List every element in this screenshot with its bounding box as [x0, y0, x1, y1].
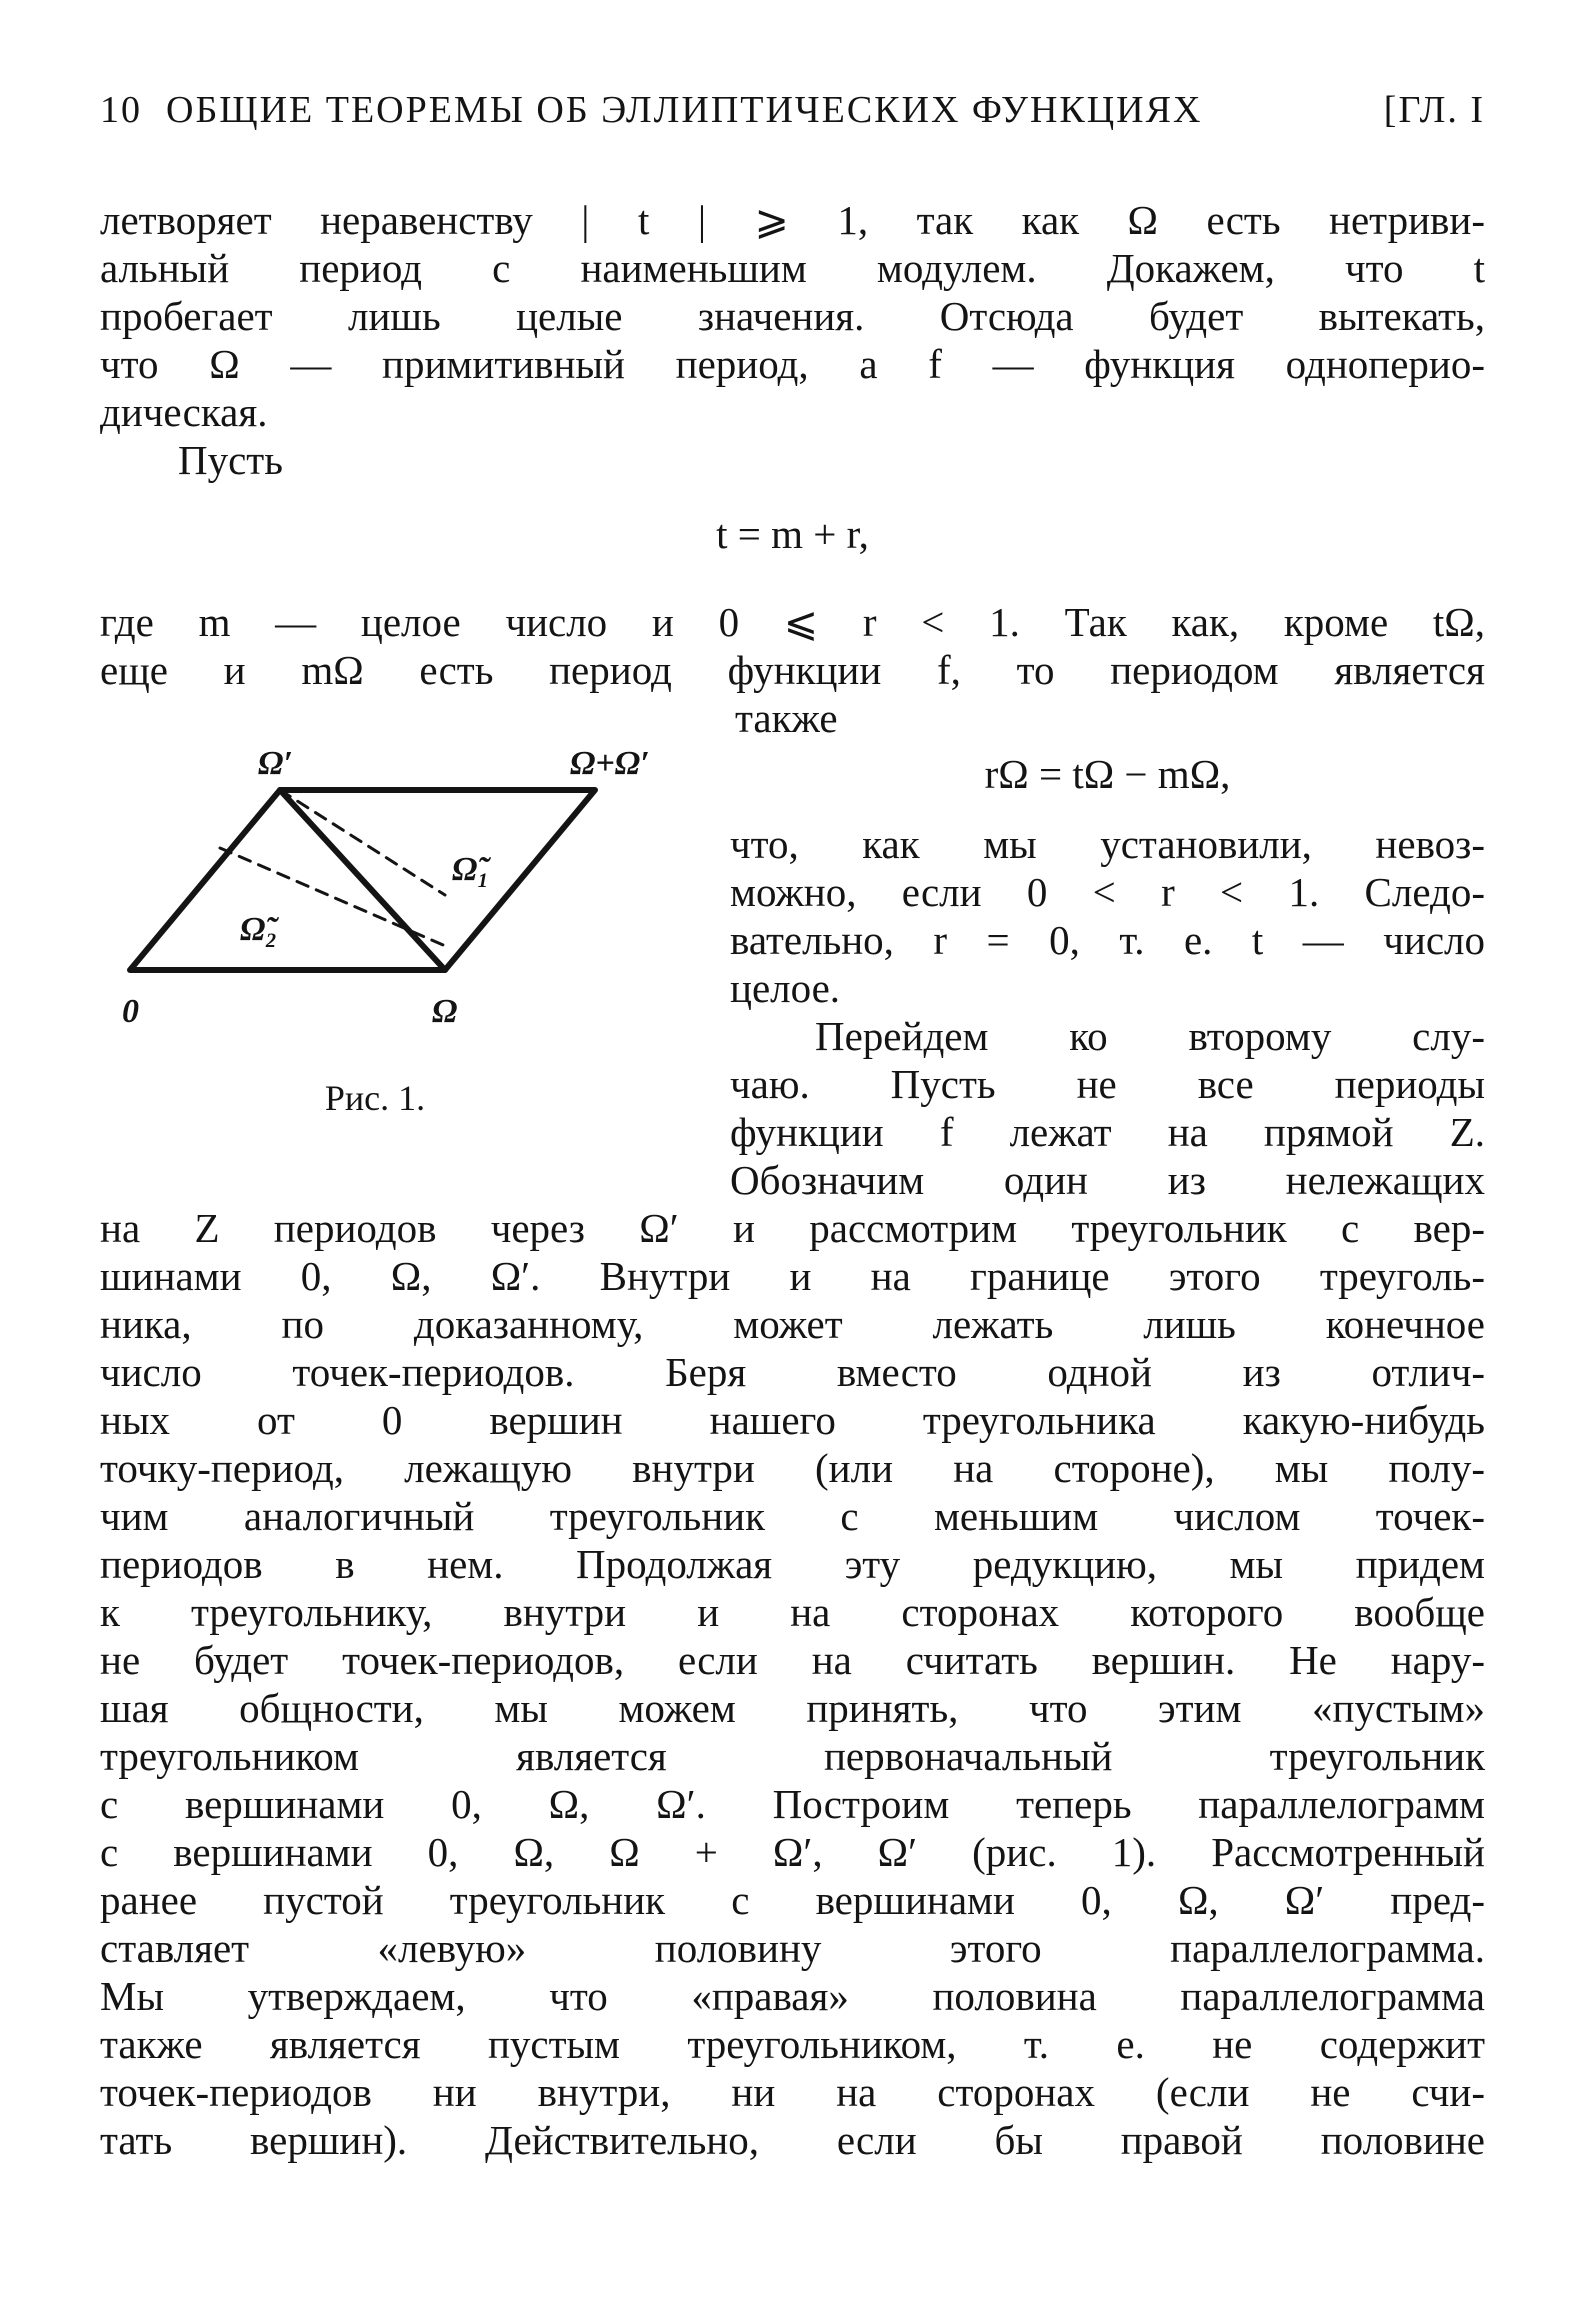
- text-line: ных от 0 вершин нашего треугольника какую-нибудь: [100, 1397, 1485, 1443]
- text-line: число точек-периодов. Беря вместо одной из отлич-: [100, 1349, 1485, 1395]
- running-title: ОБЩИЕ ТЕОРЕМЫ ОБ ЭЛЛИПТИЧЕСКИХ ФУНКЦИЯХ: [166, 89, 1203, 131]
- text-line: ранее пустой треугольник с вершинами 0, Ω, Ω′ пред-: [100, 1877, 1485, 1923]
- figure-caption: Рис. 1.: [324, 1078, 426, 1118]
- label-omega-tilde-2: Ω̃₂: [240, 911, 278, 948]
- text-line: также является пустым треугольником, т. е. не содержит: [100, 2021, 1485, 2067]
- text-line: что, как мы установили, невоз-: [730, 821, 1485, 867]
- text-line: летворяет неравенству | t | ⩾ 1, так как Ω есть нетриви-: [100, 197, 1485, 243]
- text-line: где m — целое число и 0 ⩽ r < 1. Так как, кроме tΩ,: [100, 599, 1485, 645]
- text-line: Обозначим один из нележащих: [730, 1157, 1485, 1203]
- text-line: еще и mΩ есть период функции f, то периодом является: [100, 647, 1485, 693]
- text-line: функции f лежат на прямой Z.: [730, 1109, 1485, 1155]
- text-line: что Ω — примитивный период, а f — функция одноперио-: [100, 341, 1485, 387]
- parallelogram-diagram: [100, 740, 680, 1130]
- text-line: шая общности, мы можем принять, что этим «пустым»: [100, 1685, 1485, 1731]
- text-line: альный период с наименьшим модулем. Докажем, что t: [100, 245, 1485, 291]
- chapter-marker: [ГЛ. I: [1383, 89, 1485, 131]
- text-line: точек-периодов ни внутри, ни на сторонах (если не счи-: [100, 2069, 1485, 2115]
- text-line: пробегает лишь целые значения. Отсюда будет вытекать,: [100, 293, 1485, 339]
- text-line: целое.: [730, 965, 841, 1011]
- text-line: шинами 0, Ω, Ω′. Внутри и на границе этого треуголь-: [100, 1253, 1485, 1299]
- text-line: Мы утверждаем, что «правая» половина параллелограмма: [100, 1973, 1485, 2019]
- text-line: треугольником является первоначальный треугольник: [100, 1733, 1485, 1779]
- page-number: 10: [100, 89, 142, 131]
- text-line: вательно, r = 0, т. е. t — число: [730, 917, 1485, 963]
- figure-parallelogram: [100, 740, 680, 1130]
- running-header: [100, 88, 1485, 138]
- label-omega-tilde-1: Ω̃₁: [452, 851, 490, 888]
- text-line: ставляет «левую» половину этого параллелограмма.: [100, 1925, 1485, 1971]
- text-line: точку-период, лежащую внутри (или на стороне), мы полу-: [100, 1445, 1485, 1491]
- text-line: чаю. Пусть не все периоды: [730, 1061, 1485, 1107]
- formula: t = m + r,: [716, 511, 869, 557]
- text-line: Пусть: [178, 437, 283, 483]
- dashed-line-omega-2: [220, 781, 444, 1013]
- label-omega-sum: Ω+Ω′: [570, 745, 650, 782]
- text-line: дическая.: [100, 389, 268, 435]
- label-omega: Ω: [432, 993, 458, 1030]
- text-line: также: [735, 695, 838, 741]
- text-line: не будет точек-периодов, если на считать вершин. Не нару-: [100, 1637, 1485, 1683]
- text-line: Перейдем ко второму слу-: [815, 1013, 1485, 1059]
- text-line: тать вершин). Действительно, если бы правой половине: [100, 2117, 1485, 2163]
- text-line: периодов в нем. Продолжая эту редукцию, мы придем: [100, 1541, 1485, 1587]
- text-line: на Z периодов через Ω′ и рассмотрим треугольник с вер-: [100, 1205, 1485, 1251]
- text-line: можно, если 0 < r < 1. Следо-: [730, 869, 1485, 915]
- text-line: с вершинами 0, Ω, Ω + Ω′, Ω′ (рис. 1). Рассмотренный: [100, 1829, 1485, 1875]
- text-line: чим аналогичный треугольник с меньшим числом точек-: [100, 1493, 1485, 1539]
- formula: rΩ = tΩ − mΩ,: [984, 751, 1231, 797]
- text-line: с вершинами 0, Ω, Ω′. Построим теперь параллелограмм: [100, 1781, 1485, 1827]
- label-zero: 0: [122, 993, 139, 1030]
- label-omega-prime: Ω′: [258, 745, 293, 782]
- text-line: ника, по доказанному, может лежать лишь конечное: [100, 1301, 1485, 1347]
- text-line: к треугольнику, внутри и на сторонах которого вообще: [100, 1589, 1485, 1635]
